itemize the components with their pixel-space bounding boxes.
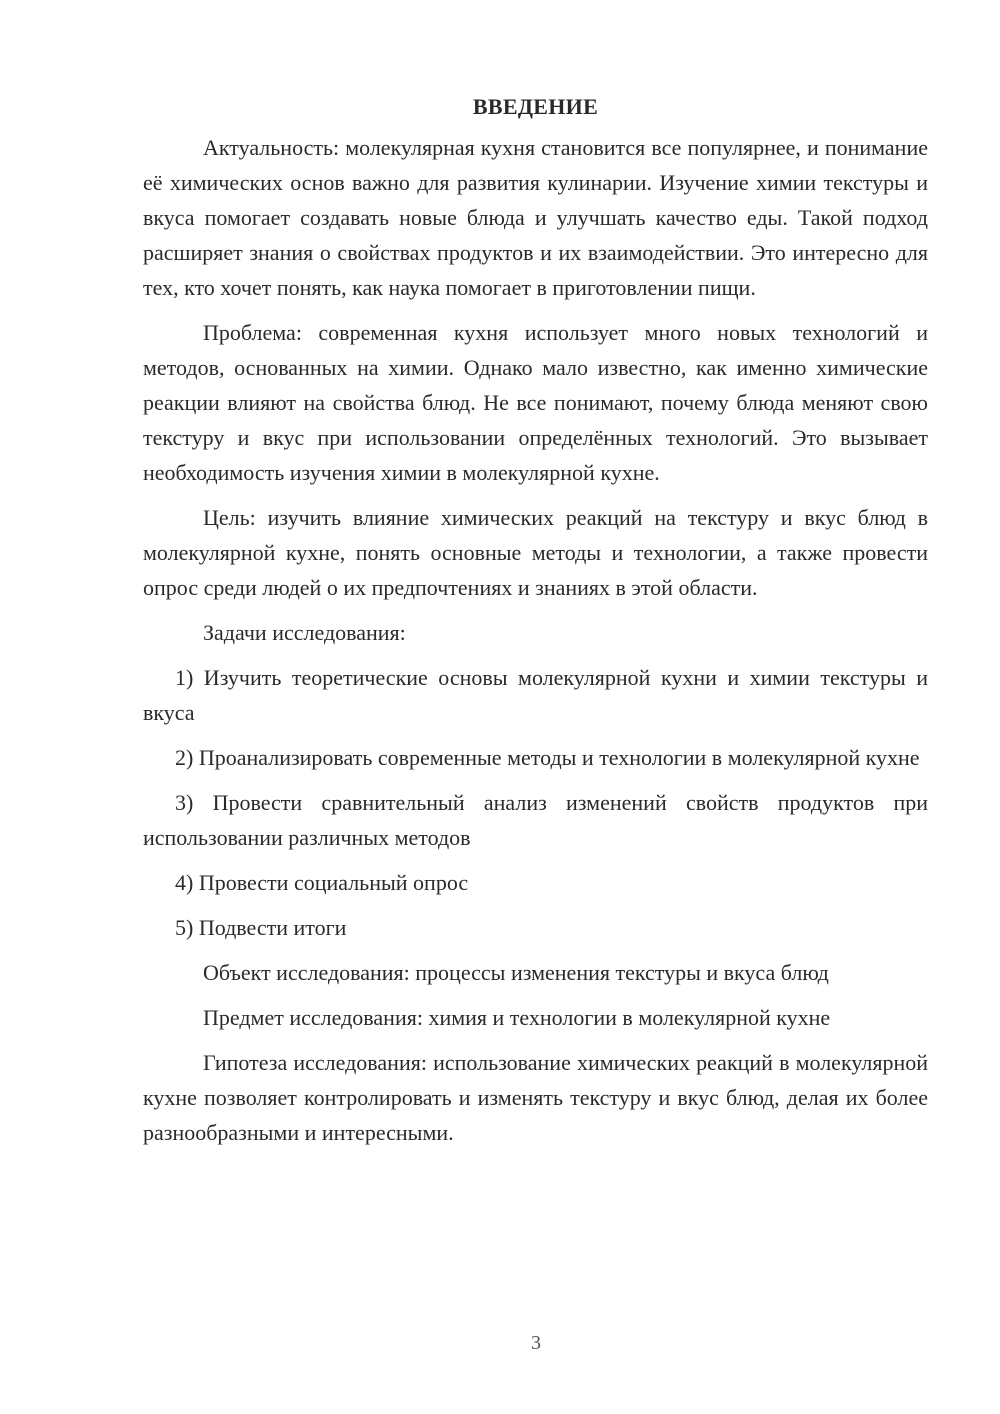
problem-paragraph: Проблема: современная кухня использует много новых технологий и методов, основанных на химии. Однако мало известно, как именно химические реакции влияют на свойства блюд. Не все понимают, почему блюда меняют свою текстуру и вкус при использовании определённых технологий. Это вызывает необходимость изучения химии в молекулярной кухне. xyxy=(143,320,928,485)
task-item: 4) Провести социальный опрос xyxy=(175,870,469,895)
task-item: 2) Проанализировать современные методы и технологии в молекулярной кухне xyxy=(175,745,920,770)
tasks-list xyxy=(143,660,928,945)
task-item: 5) Подвести итоги xyxy=(175,915,347,940)
research-object: Объект исследования: процессы изменения текстуры и вкуса блюд xyxy=(203,960,829,985)
tasks-heading: Задачи исследования: xyxy=(203,620,406,645)
relevance-paragraph: Актуальность: молекулярная кухня становится все популярнее, и понимание её химических основ важно для развития кулинарии. Изучение химии текстуры и вкуса помогает создавать новые блюда и улучшать качество еды. Такой подход расширяет знания о свойствах продуктов и их взаимодействии. Это интересно для тех, кто хочет понять, как наука помогает в приготовлении пищи. xyxy=(143,135,928,300)
task-item: 1) Изучить теоретические основы молекулярной кухни и химии текстуры и вкуса xyxy=(143,665,928,725)
page-title: ВВЕДЕНИЕ xyxy=(472,94,599,119)
research-subject: Предмет исследования: химия и технологии в молекулярной кухне xyxy=(203,1005,831,1030)
goal-paragraph: Цель: изучить влияние химических реакций на текстуру и вкус блюд в молекулярной кухне, понять основные методы и технологии, а также провести опрос среди людей о их предпочтениях и знаниях в этой области. xyxy=(143,505,928,600)
task-item: 3) Провести сравнительный анализ изменений свойств продуктов при использовании различных методов xyxy=(143,790,928,850)
research-hypothesis: Гипотеза исследования: использование химических реакций в молекулярной кухне позволяет контролировать и изменять текстуру и вкус блюд, делая их более разнообразными и интересными. xyxy=(143,1050,928,1145)
page-number: 3 xyxy=(531,1332,541,1354)
document-page xyxy=(143,90,928,1160)
